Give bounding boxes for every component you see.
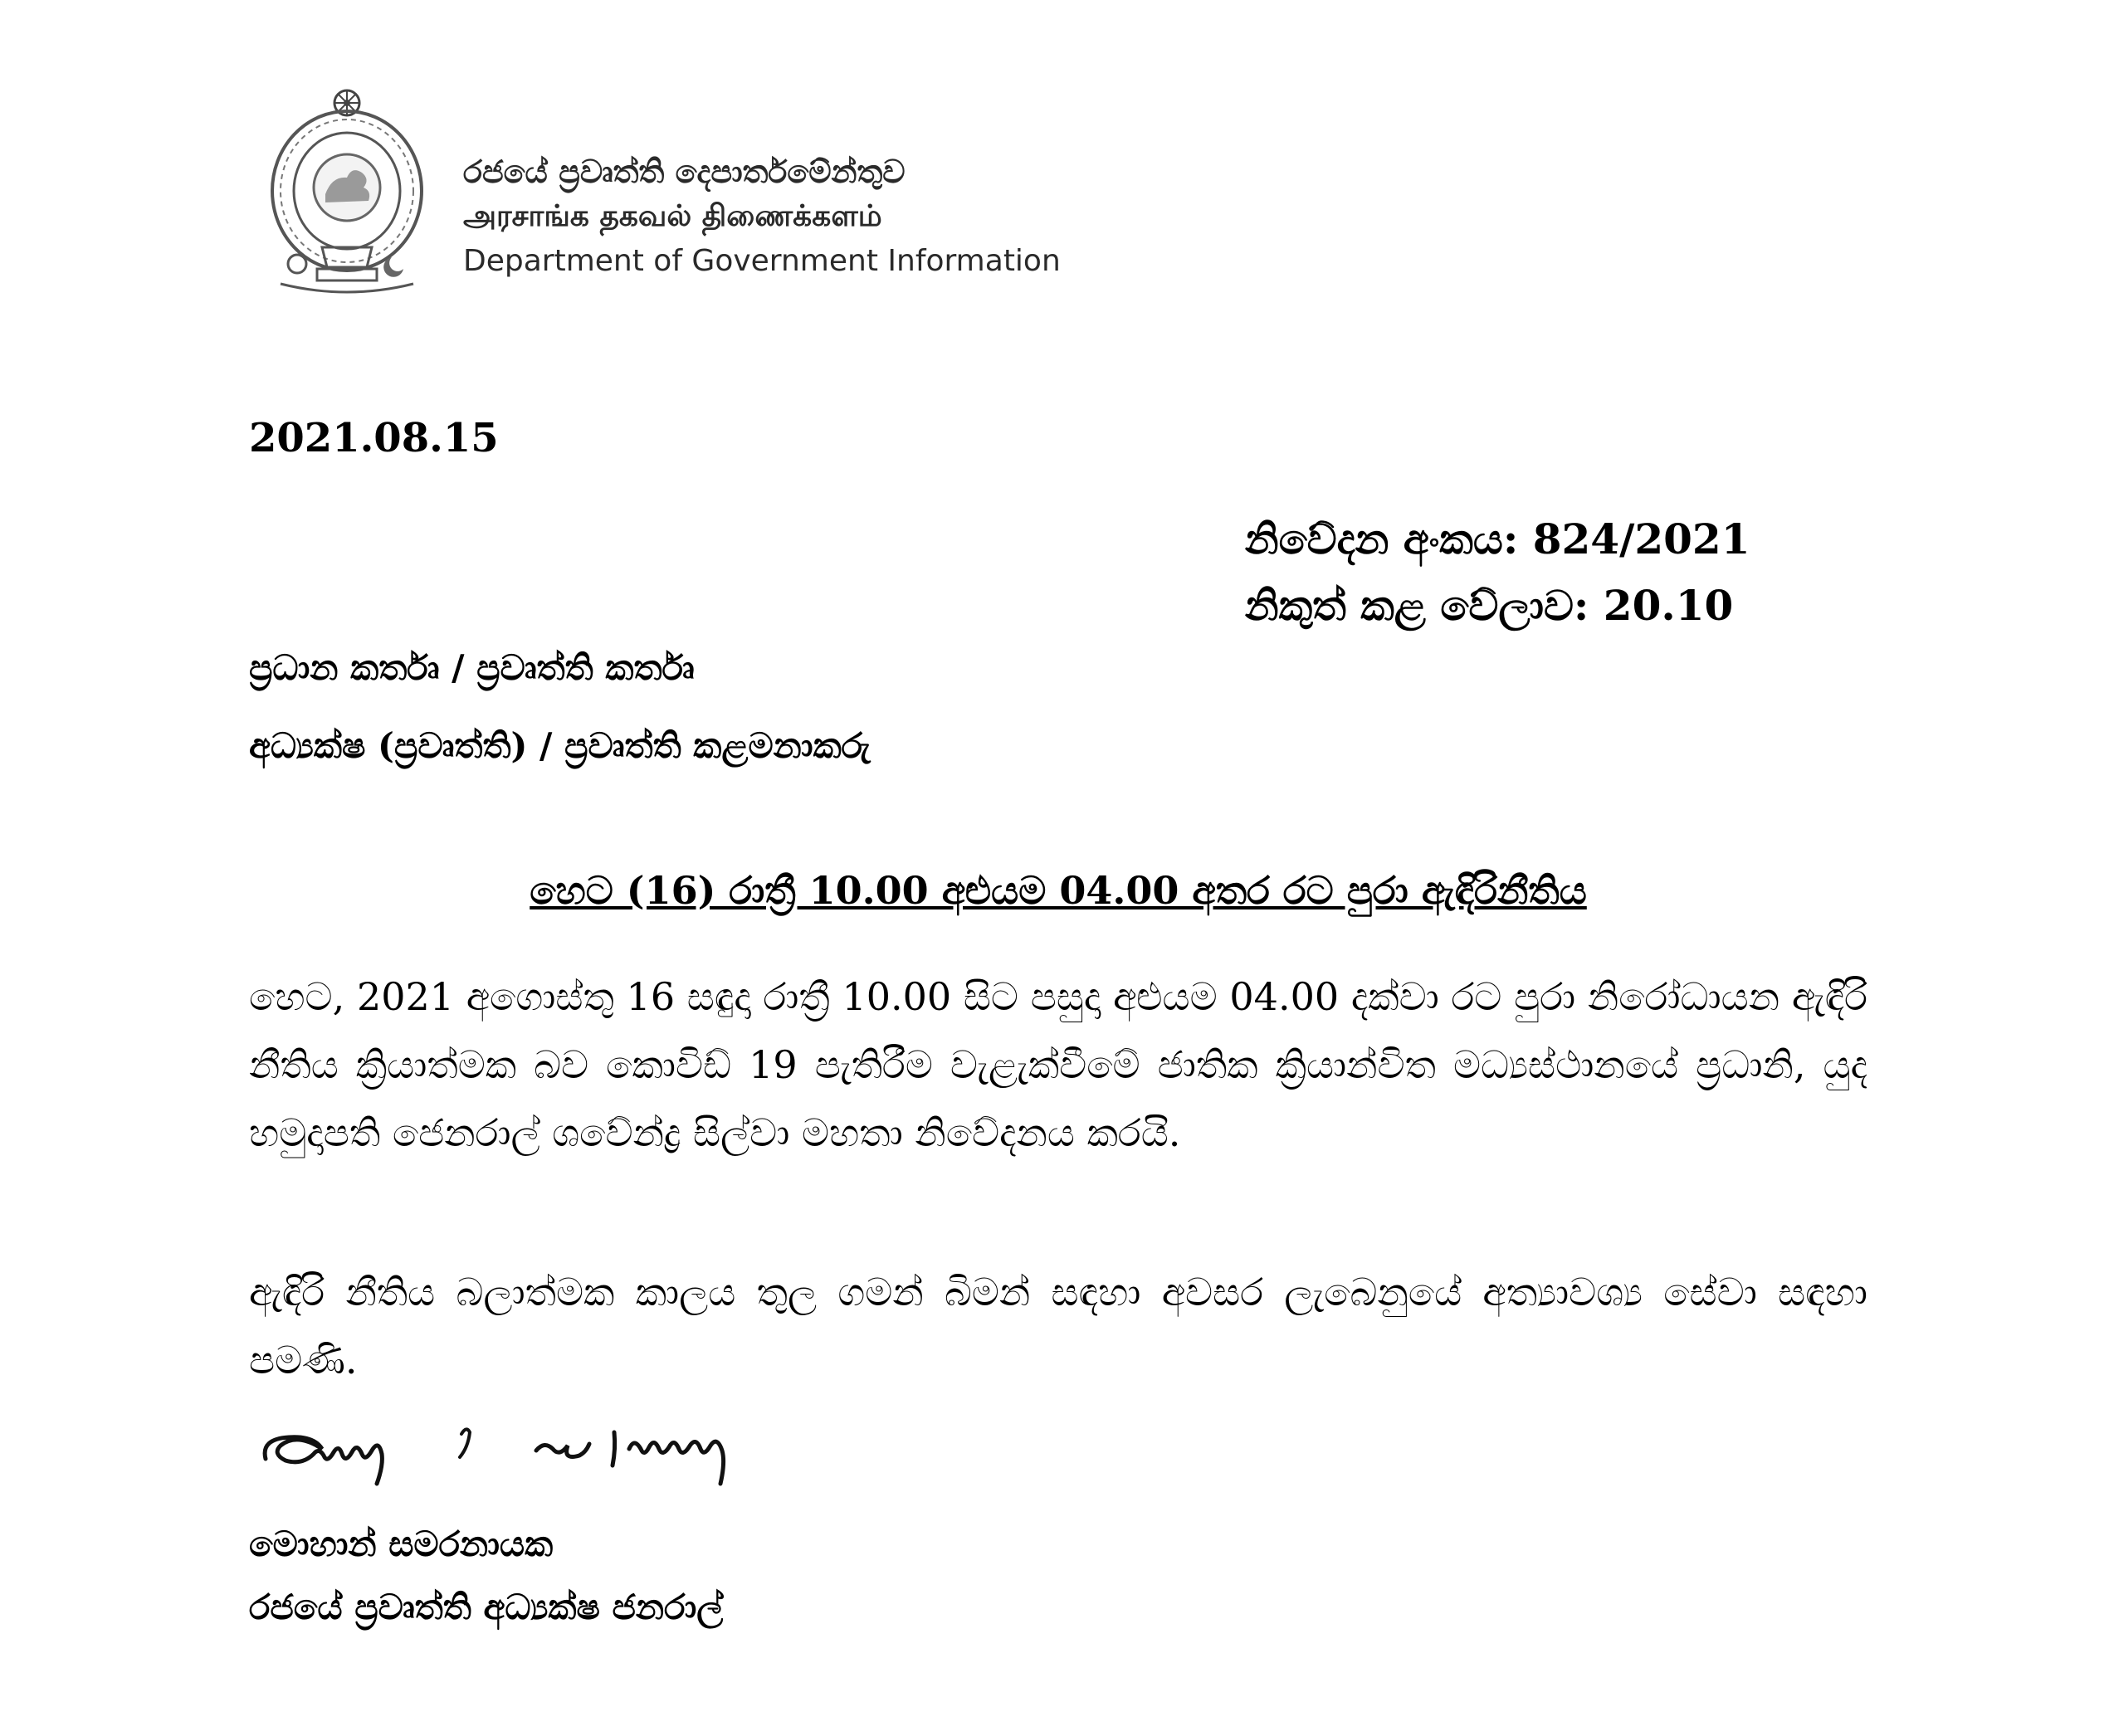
signatory-block bbox=[249, 1524, 723, 1650]
issued-time: නිකුත් කළ වේලාව: 20.10 bbox=[1245, 581, 1734, 630]
sri-lanka-government-emblem-icon bbox=[264, 85, 430, 297]
department-name-tamil: அரசாங்க தகவல் திணைக்களம் bbox=[463, 199, 882, 233]
document-date: 2021.08.15 bbox=[249, 415, 499, 461]
subject-heading: හෙට (16) රාත්‍රී 10.00 අළුයම 04.00 අතර රට පුරා ඇඳිරිනීතිය bbox=[530, 868, 1587, 913]
body-paragraph: හෙට, 2021 අගොස්තු 16 සඳුදා රාත්‍රී 10.00 සිට පසුදා අළුයම 04.00 දක්වා රට පුරා නිරෝධායන ඇඳිරි නීතිය ක්‍රියාත්මක බව කොවිඩ් 19 පැතිරීම වැළැක්වීමේ ජාතික ක්‍රියාන්විත මධ්‍යස්ථානයේ ප්‍රධානි, යුද හමුදාපති ජෙනරාල් ශවේන්ද්‍ර සිල්වා මහතා නිවේදනය කරයි. bbox=[249, 974, 1867, 1155]
addressee-line: අධ්‍යක්ෂ (ප්‍රවෘත්ති) / ප්‍රවෘත්ති කළමනාකරු bbox=[249, 725, 871, 766]
department-name-sinhala: රජයේ ප්‍රවෘත්ති දෙපාර්තමේන්තුව bbox=[463, 154, 906, 190]
reference-block bbox=[1245, 514, 1750, 647]
body-paragraph: ඇඳිරි නීතිය බලාත්මක කාලය තුල ගමන් බිමන් සඳහා අවසර ලැබෙනුයේ අත්‍යාවශ්‍ය සේවා සඳහා පමණි. bbox=[249, 1270, 1867, 1382]
addressees bbox=[249, 647, 871, 803]
department-names bbox=[463, 149, 1061, 284]
signatory-name: මොහාන් සමරනායක bbox=[249, 1524, 554, 1564]
signatory-title: රජයේ ප්‍රවෘත්ති අධ්‍යක්ෂ ජනරාල් bbox=[249, 1587, 724, 1627]
notice-number: නිවේදන අංකය: 824/2021 bbox=[1245, 514, 1750, 563]
department-name-english: Department of Government Information bbox=[463, 244, 1061, 278]
letterhead bbox=[264, 85, 1094, 297]
handwritten-signature-icon bbox=[249, 1411, 797, 1510]
addressee-line: ප්‍රධාන කර්තෘ / ප්‍රවෘත්ති කර්තෘ bbox=[249, 647, 695, 688]
